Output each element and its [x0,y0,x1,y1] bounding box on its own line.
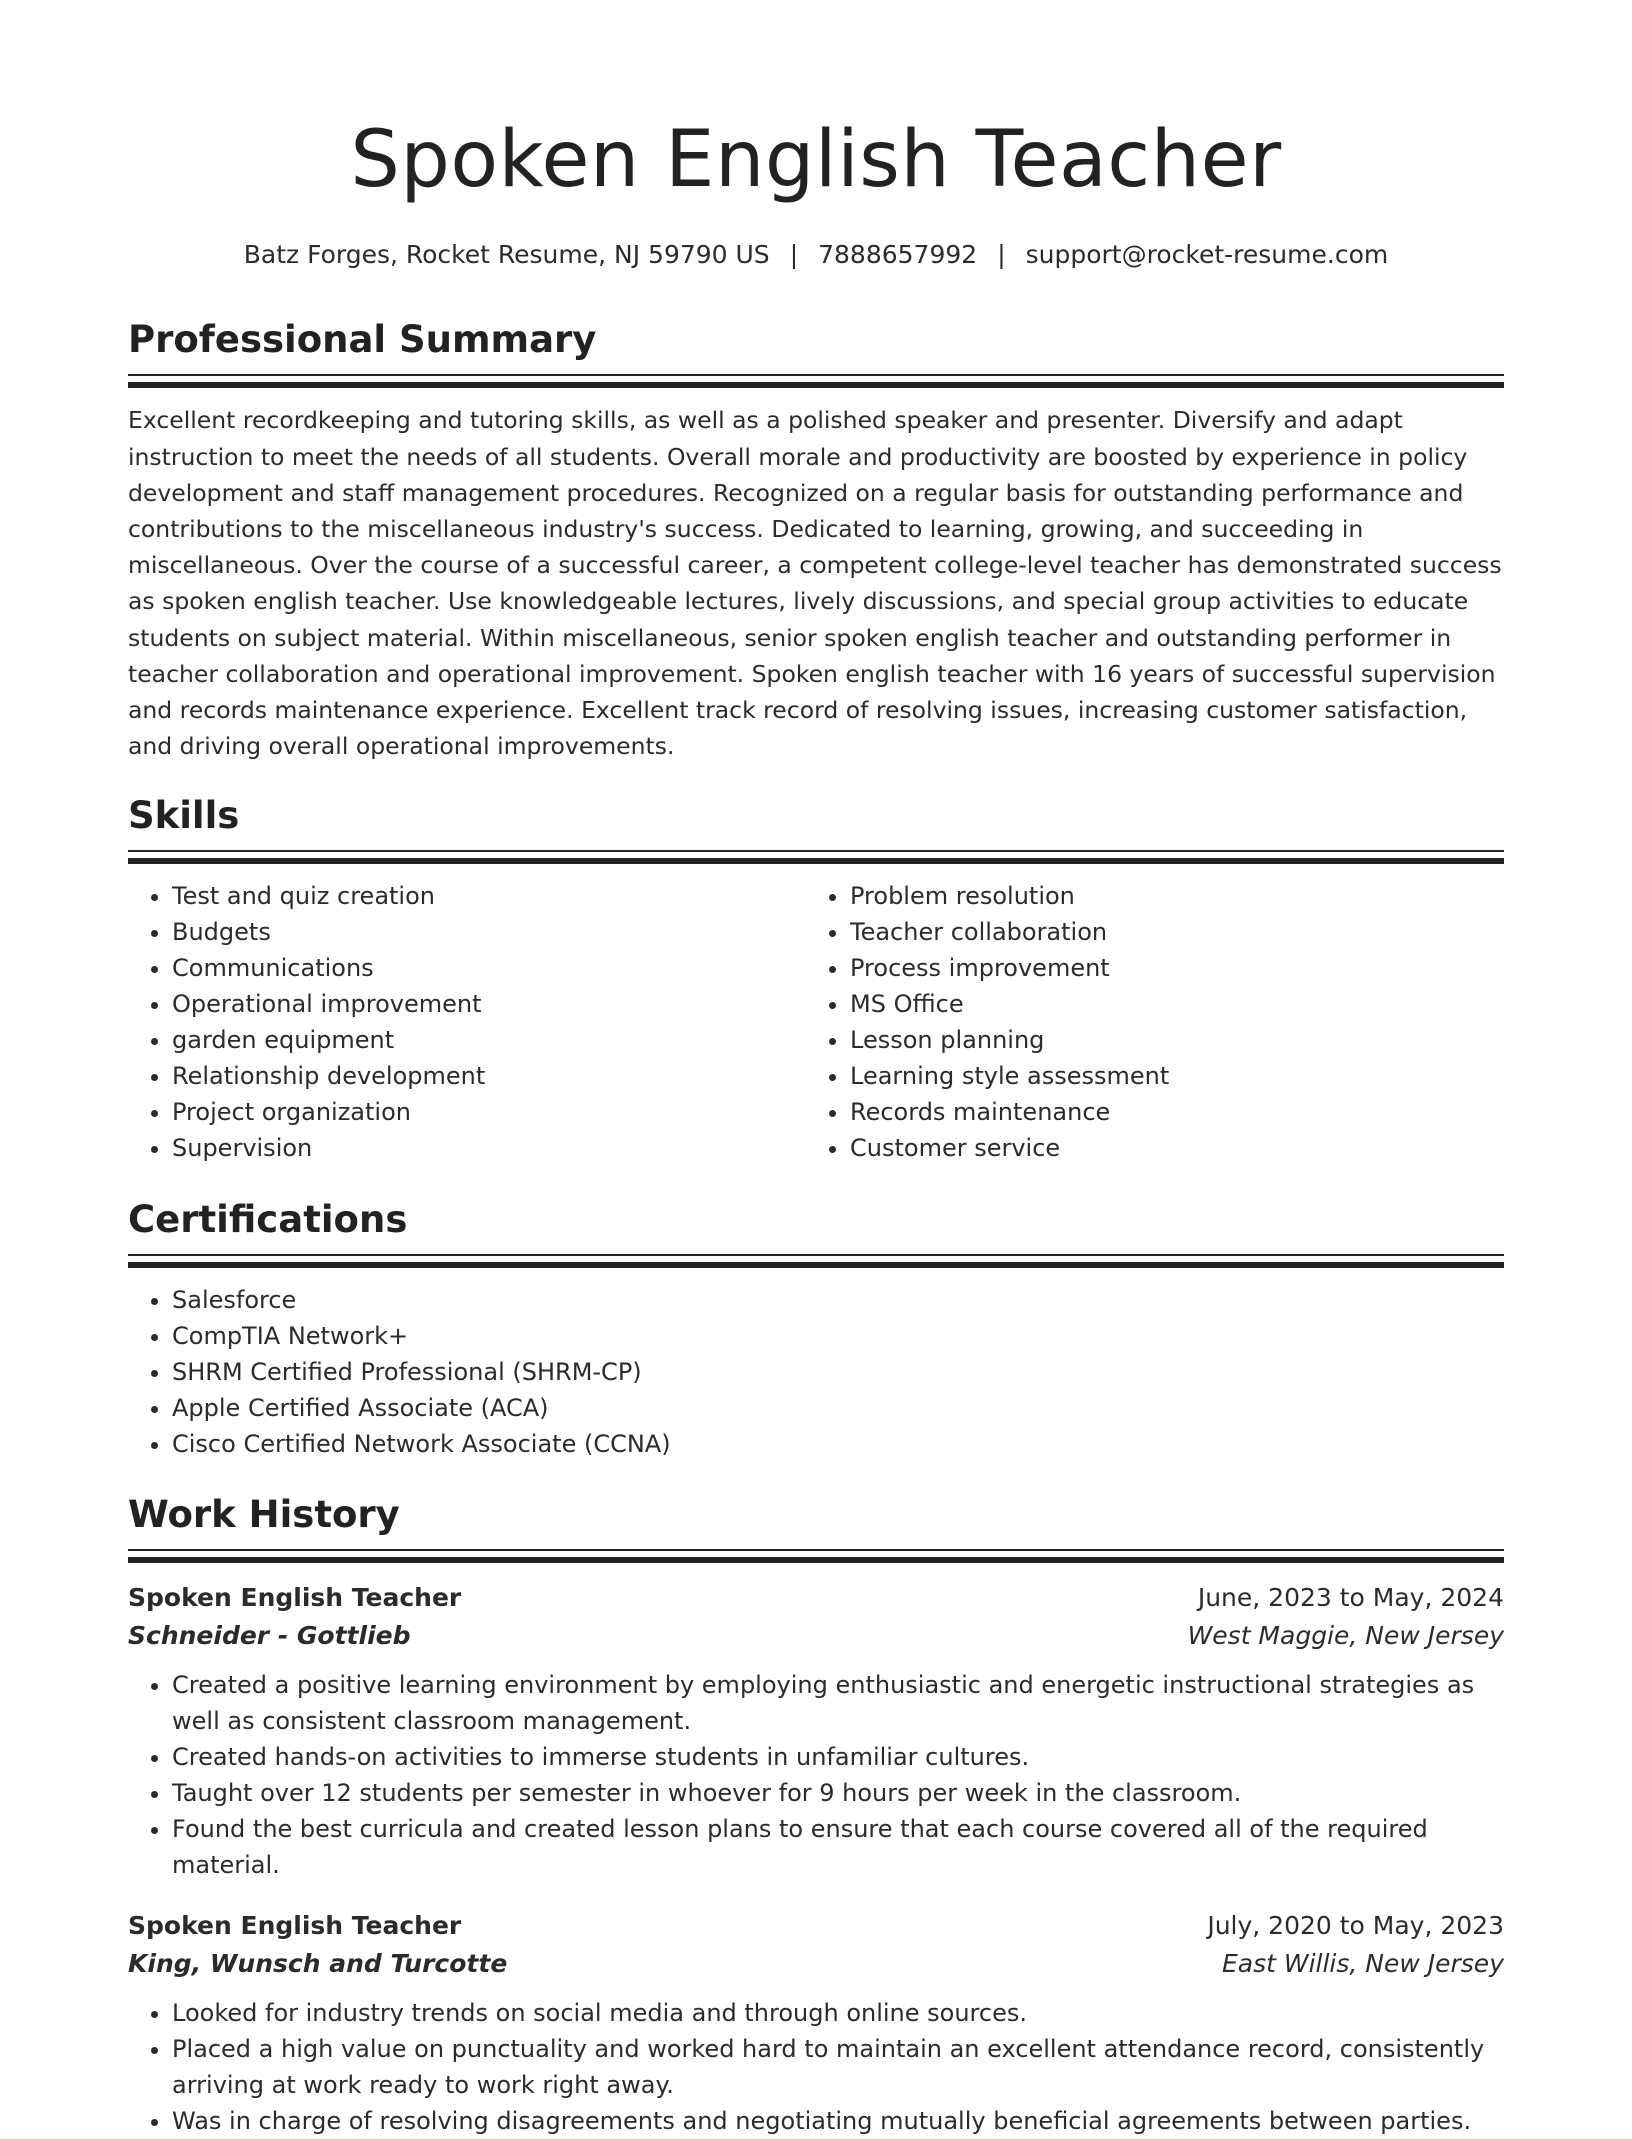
job-entry [128,1579,1504,1883]
contact-line [128,240,1504,269]
job-dates: July, 2020 to May, 2023 [1207,1911,1504,1941]
job-bullets [128,1995,1504,2139]
job-bullet: • Looked for industry trends on social media and through online sources. [172,1995,1504,2031]
job-header-row [128,1579,1504,1617]
skill-item: • Supervision [172,1130,806,1166]
section-divider [128,374,1504,388]
skills-list-right [806,878,1484,1166]
certification-item: • Cisco Certified Network Associate (CCNA) [172,1426,1504,1462]
job-subheader-row [128,1945,1504,1983]
section-title-skills: Skills [128,794,240,837]
section-divider [128,1549,1504,1563]
job-title: Spoken English Teacher [128,1583,462,1613]
job-bullet: • Created hands-on activities to immerse students in unfamiliar cultures. [172,1739,1504,1775]
job-company: King, Wunsch and Turcotte [128,1949,508,1979]
skill-item: • garden equipment [172,1022,806,1058]
section-title-certifications: Certifications [128,1198,408,1241]
job-bullet: • Placed a high value on punctuality and worked hard to maintain an excellent attendance record, consistently arriving at work ready to work right away. [172,2031,1504,2103]
contact-separator: | [789,240,799,269]
job-company: Schneider - Gottlieb [128,1621,411,1651]
skill-item: • Relationship development [172,1058,806,1094]
skill-item: • Communications [172,950,806,986]
summary-text: Excellent recordkeeping and tutoring skills, as well as a polished speaker and presenter. Diversify and adapt instruction to meet the needs of all students. Overall morale and productivity are boosted by experience in policy development and staff management procedures. Recognized on a regular basis for outstanding performance and contributions to the miscellaneous industry's success. Dedicated to learning, growing, and succeeding in miscellaneous. Over the course of a successful career, a competent college-level teacher has demonstrated success as spoken english teacher. Use knowledgeable lectures, lively discussions, and special group activities to educate students on subject material. Within miscellaneous, senior spoken english teacher and outstanding performer in teacher collaboration and operational improvement. Spoken english teacher with 16 years of successful supervision and records maintenance experience. Excellent track record of resolving issues, increasing customer satisfaction, and driving overall operational improvements. [128,406,1502,761]
section-divider [128,1254,1504,1268]
skill-item: • MS Office [850,986,1484,1022]
skill-item: • Problem resolution [850,878,1484,914]
skill-item: • Teacher collaboration [850,914,1484,950]
certification-item: • SHRM Certified Professional (SHRM-CP) [172,1354,1504,1390]
job-bullet: • Created a positive learning environment by employing enthusiastic and energetic instructional strategies as well as consistent classroom management. [172,1667,1504,1739]
summary-section [128,318,1504,764]
certifications-list [128,1282,1504,1462]
skill-item: • Customer service [850,1130,1484,1166]
job-subheader-row [128,1617,1504,1655]
job-bullet: • Taught over 12 students per semester in whoever for 9 hours per week in the classroom. [172,1775,1504,1811]
skill-item: • Process improvement [850,950,1484,986]
skill-item: • Records maintenance [850,1094,1484,1130]
skill-item: • Budgets [172,914,806,950]
skill-item: • Operational improvement [172,986,806,1022]
job-bullet: • Was in charge of resolving disagreements and negotiating mutually beneficial agreements between parties. [172,2103,1504,2139]
job-title: Spoken English Teacher [128,1911,462,1941]
job-bullets [128,1667,1504,1883]
contact-email: support@rocket-resume.com [1025,240,1389,269]
skill-item: • Project organization [172,1094,806,1130]
skills-list-left [128,878,806,1166]
certification-item: • Salesforce [172,1282,1504,1318]
work-history-section [128,1493,1504,2139]
job-dates: June, 2023 to May, 2024 [1197,1583,1504,1613]
certifications-section [128,1198,1504,1462]
resume-name: Spoken English Teacher [350,115,1282,205]
skill-item: • Test and quiz creation [172,878,806,914]
skill-item: • Lesson planning [850,1022,1484,1058]
job-header-row [128,1907,1504,1945]
section-title-work-history: Work History [128,1493,400,1536]
job-bullet: • Found the best curricula and created lesson plans to ensure that each course covered all of the required material. [172,1811,1504,1883]
job-location: West Maggie, New Jersey [1187,1621,1504,1651]
contact-phone: 7888657992 [818,240,978,269]
certification-item: • Apple Certified Associate (ACA) [172,1390,1504,1426]
skill-item: • Learning style assessment [850,1058,1484,1094]
contact-address: Batz Forges, Rocket Resume, NJ 59790 US [243,240,770,269]
job-entry [128,1907,1504,2139]
section-title-summary: Professional Summary [128,318,597,361]
certification-item: • CompTIA Network+ [172,1318,1504,1354]
section-divider [128,850,1504,864]
skills-section [128,794,1504,1166]
contact-separator: | [997,240,1006,269]
skills-columns [128,878,1504,1166]
job-location: East Willis, New Jersey [1221,1949,1504,1979]
